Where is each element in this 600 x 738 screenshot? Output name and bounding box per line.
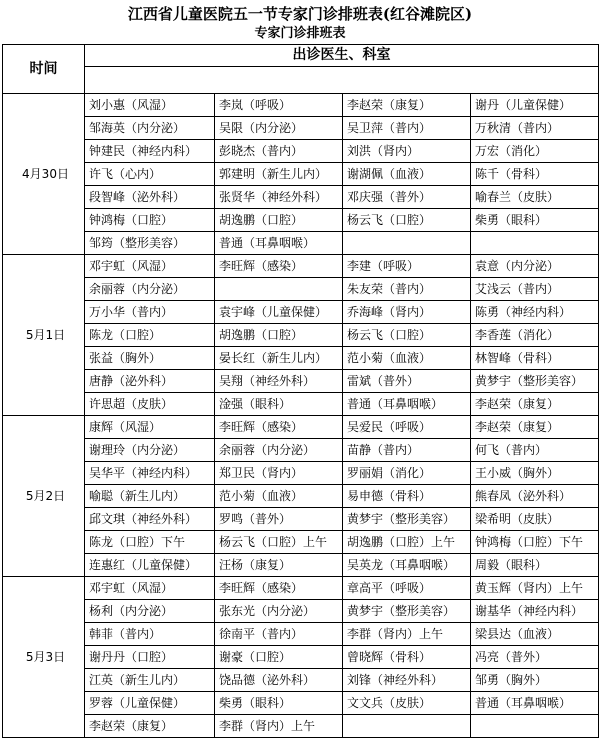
doctor-cell: 罗鸣（普外） [215, 508, 343, 531]
table-row [3, 301, 599, 324]
doctor-cell: 谢基华（神经内科） [471, 600, 599, 623]
header-doctors: 出诊医生、科室 [85, 45, 599, 67]
doctor-cell: 李赵荣（康复） [471, 416, 599, 439]
doctor-cell: 邓庆强（普外） [343, 186, 471, 209]
doctor-cell: 柴勇（眼科） [471, 209, 599, 232]
doctor-cell: 钟建民（神经内科） [85, 140, 215, 163]
doctor-cell: 万小华（普内） [85, 301, 215, 324]
doctor-cell: 李香莲（消化） [471, 324, 599, 347]
header-spacer-row [3, 67, 599, 94]
page-title: 江西省儿童医院五一节专家门诊排班表(红谷滩院区) [127, 5, 473, 23]
doctor-cell: 杨利（内分泌） [85, 600, 215, 623]
doctor-cell: 范小菊（血液） [343, 347, 471, 370]
doctor-cell: 范小菊（血液） [215, 485, 343, 508]
table-row [3, 94, 599, 117]
doctor-cell [471, 232, 599, 255]
table-row [3, 462, 599, 485]
doctor-cell: 黄玉辉（肾内）上午 [471, 577, 599, 600]
table-row [3, 439, 599, 462]
doctor-cell: 章高平（呼吸） [343, 577, 471, 600]
doctor-cell: 柴勇（眼科） [215, 692, 343, 715]
doctor-cell: 李群（肾内）上午 [215, 715, 343, 738]
date-cell: 5月3日 [3, 577, 85, 738]
date-cell: 5月2日 [3, 416, 85, 577]
doctor-cell: 唐静（泌外科） [85, 370, 215, 393]
doctor-cell: 刘锋（神经外科） [343, 669, 471, 692]
doctor-cell: 易申德（骨科） [343, 485, 471, 508]
table-row [3, 117, 599, 140]
doctor-cell: 邹勇（胸外） [471, 669, 599, 692]
doctor-cell: 淦强（眼科） [215, 393, 343, 416]
table-row [3, 646, 599, 669]
doctor-cell: 江英（新生儿内） [85, 669, 215, 692]
doctor-cell: 陈千（骨科） [471, 163, 599, 186]
doctor-cell: 张益（胸外） [85, 347, 215, 370]
schedule-table [2, 44, 599, 738]
doctor-cell: 邹筠（整形美容） [85, 232, 215, 255]
doctor-cell: 黄梦宇（整形美容） [471, 370, 599, 393]
doctor-cell: 李旺辉（感染） [215, 416, 343, 439]
doctor-cell: 谢湖佩（血液） [343, 163, 471, 186]
doctor-cell: 陈龙（口腔） [85, 324, 215, 347]
doctor-cell: 李旺辉（感染） [215, 577, 343, 600]
table-row [3, 577, 599, 600]
table-row [3, 554, 599, 577]
date-cell: 4月30日 [3, 94, 85, 255]
page-subtitle: 专家门诊排班表 [254, 26, 346, 41]
doctor-cell: 陈勇（神经内科） [471, 301, 599, 324]
table-row [3, 255, 599, 278]
doctor-cell: 许飞（心内） [85, 163, 215, 186]
doctor-cell: 乔海峰（肾内） [343, 301, 471, 324]
table-row [3, 416, 599, 439]
doctor-cell: 袁宇峰（儿童保健） [215, 301, 343, 324]
doctor-cell: 袁意（内分泌） [471, 255, 599, 278]
doctor-cell: 谢理玲（内分泌） [85, 439, 215, 462]
doctor-cell: 普通（耳鼻咽喉） [343, 393, 471, 416]
doctor-cell: 谢豪（口腔） [215, 646, 343, 669]
doctor-cell: 吴限（内分泌） [215, 117, 343, 140]
doctor-cell: 张贤华（神经外科） [215, 186, 343, 209]
doctor-cell: 陈龙（口腔）下午 [85, 531, 215, 554]
doctor-cell: 许思超（皮肤） [85, 393, 215, 416]
table-row [3, 485, 599, 508]
doctor-cell: 邓宇虹（风湿） [85, 577, 215, 600]
table-row [3, 531, 599, 554]
header-time: 时间 [3, 45, 85, 94]
doctor-cell: 杨云飞（口腔） [343, 209, 471, 232]
doctor-cell: 李赵荣（康复） [471, 393, 599, 416]
doctor-cell: 杨云飞（口腔）上午 [215, 531, 343, 554]
doctor-cell: 李群（肾内）上午 [343, 623, 471, 646]
doctor-cell: 熊春凤（泌外科） [471, 485, 599, 508]
doctor-cell: 康辉（风湿） [85, 416, 215, 439]
doctor-cell: 郭建明（新生儿内） [215, 163, 343, 186]
doctor-cell: 彭晓杰（普内） [215, 140, 343, 163]
doctor-cell: 周毅（眼科） [471, 554, 599, 577]
table-row [3, 692, 599, 715]
table-row [3, 393, 599, 416]
doctor-cell: 李赵荣（康复） [85, 715, 215, 738]
doctor-cell: 胡逸鹏（口腔） [215, 209, 343, 232]
table-row [3, 370, 599, 393]
doctor-cell: 余丽蓉（内分泌） [215, 439, 343, 462]
doctor-cell: 李建（呼吸） [343, 255, 471, 278]
doctor-cell: 普通（耳鼻咽喉） [215, 232, 343, 255]
doctor-cell: 郑卫民（肾内） [215, 462, 343, 485]
doctor-cell: 吴华平（神经内科） [85, 462, 215, 485]
doctor-cell: 普通（耳鼻咽喉） [471, 692, 599, 715]
doctor-cell: 喻春兰（皮肤） [471, 186, 599, 209]
doctor-cell: 谢丹丹（口腔） [85, 646, 215, 669]
doctor-cell: 黄梦宇（整形美容） [343, 508, 471, 531]
doctor-cell: 刘洪（肾内） [343, 140, 471, 163]
doctor-cell: 吴翔（神经外科） [215, 370, 343, 393]
table-row [3, 600, 599, 623]
doctor-cell: 林智峰（骨科） [471, 347, 599, 370]
table-row [3, 140, 599, 163]
doctor-cell: 罗丽娟（消化） [343, 462, 471, 485]
doctor-cell: 吴爱民（呼吸） [343, 416, 471, 439]
table-row [3, 508, 599, 531]
doctor-cell: 冯亮（普外） [471, 646, 599, 669]
table-row [3, 324, 599, 347]
doctor-cell: 钟鸿梅（口腔）下午 [471, 531, 599, 554]
doctor-cell: 余丽蓉（内分泌） [85, 278, 215, 301]
doctor-cell: 刘小惠（风湿） [85, 94, 215, 117]
doctor-cell: 饶品德（泌外科） [215, 669, 343, 692]
doctor-cell: 连惠红（儿童保健） [85, 554, 215, 577]
doctor-cell: 雷斌（普外） [343, 370, 471, 393]
doctor-cell: 张东光（内分泌） [215, 600, 343, 623]
doctor-cell: 喻聪（新生儿内） [85, 485, 215, 508]
doctor-cell: 罗蓉（儿童保健） [85, 692, 215, 715]
doctor-cell: 胡逸鹏（口腔）上午 [343, 531, 471, 554]
doctor-cell: 李赵荣（康复） [343, 94, 471, 117]
doctor-cell: 万宏（消化） [471, 140, 599, 163]
doctor-cell [215, 278, 343, 301]
doctor-cell: 晏长红（新生儿内） [215, 347, 343, 370]
doctor-cell: 吴卫萍（普内） [343, 117, 471, 140]
doctor-cell [343, 715, 471, 738]
table-row [3, 623, 599, 646]
doctor-cell: 段智峰（泌外科） [85, 186, 215, 209]
doctor-cell: 钟鸿梅（口腔） [85, 209, 215, 232]
doctor-cell: 李旺辉（感染） [215, 255, 343, 278]
doctor-cell: 谢丹（儿童保健） [471, 94, 599, 117]
doctor-cell: 汪杨（康复） [215, 554, 343, 577]
doctor-cell: 文文兵（皮肤） [343, 692, 471, 715]
doctor-cell [343, 232, 471, 255]
doctor-cell: 苗静（普内） [343, 439, 471, 462]
doctor-cell: 何飞（普内） [471, 439, 599, 462]
doctor-cell: 徐南平（普内） [215, 623, 343, 646]
doctor-cell: 梁县达（血液） [471, 623, 599, 646]
table-row [3, 186, 599, 209]
date-cell: 5月1日 [3, 255, 85, 416]
doctor-cell: 曾晓辉（骨科） [343, 646, 471, 669]
header-spacer [85, 67, 599, 94]
doctor-cell: 朱友荣（普内） [343, 278, 471, 301]
doctor-cell: 邓宇虹（风湿） [85, 255, 215, 278]
doctor-cell: 邱文琪（神经外科） [85, 508, 215, 531]
doctor-cell: 李岚（呼吸） [215, 94, 343, 117]
table-row [3, 669, 599, 692]
table-row [3, 278, 599, 301]
doctor-cell: 万秋清（普内） [471, 117, 599, 140]
table-row [3, 347, 599, 370]
table-row [3, 232, 599, 255]
table-row [3, 163, 599, 186]
header-row [3, 45, 599, 67]
doctor-cell: 韩菲（普内） [85, 623, 215, 646]
doctor-cell [471, 715, 599, 738]
table-row [3, 209, 599, 232]
doctor-cell: 邹海英（内分泌） [85, 117, 215, 140]
doctor-cell: 吴英龙（耳鼻咽喉） [343, 554, 471, 577]
doctor-cell: 胡逸鹏（口腔） [215, 324, 343, 347]
doctor-cell: 黄梦宇（整形美容） [343, 600, 471, 623]
doctor-cell: 梁希明（皮肤） [471, 508, 599, 531]
doctor-cell: 艾浅云（普内） [471, 278, 599, 301]
doctor-cell: 王小威（胸外） [471, 462, 599, 485]
doctor-cell: 杨云飞（口腔） [343, 324, 471, 347]
table-row [3, 715, 599, 738]
